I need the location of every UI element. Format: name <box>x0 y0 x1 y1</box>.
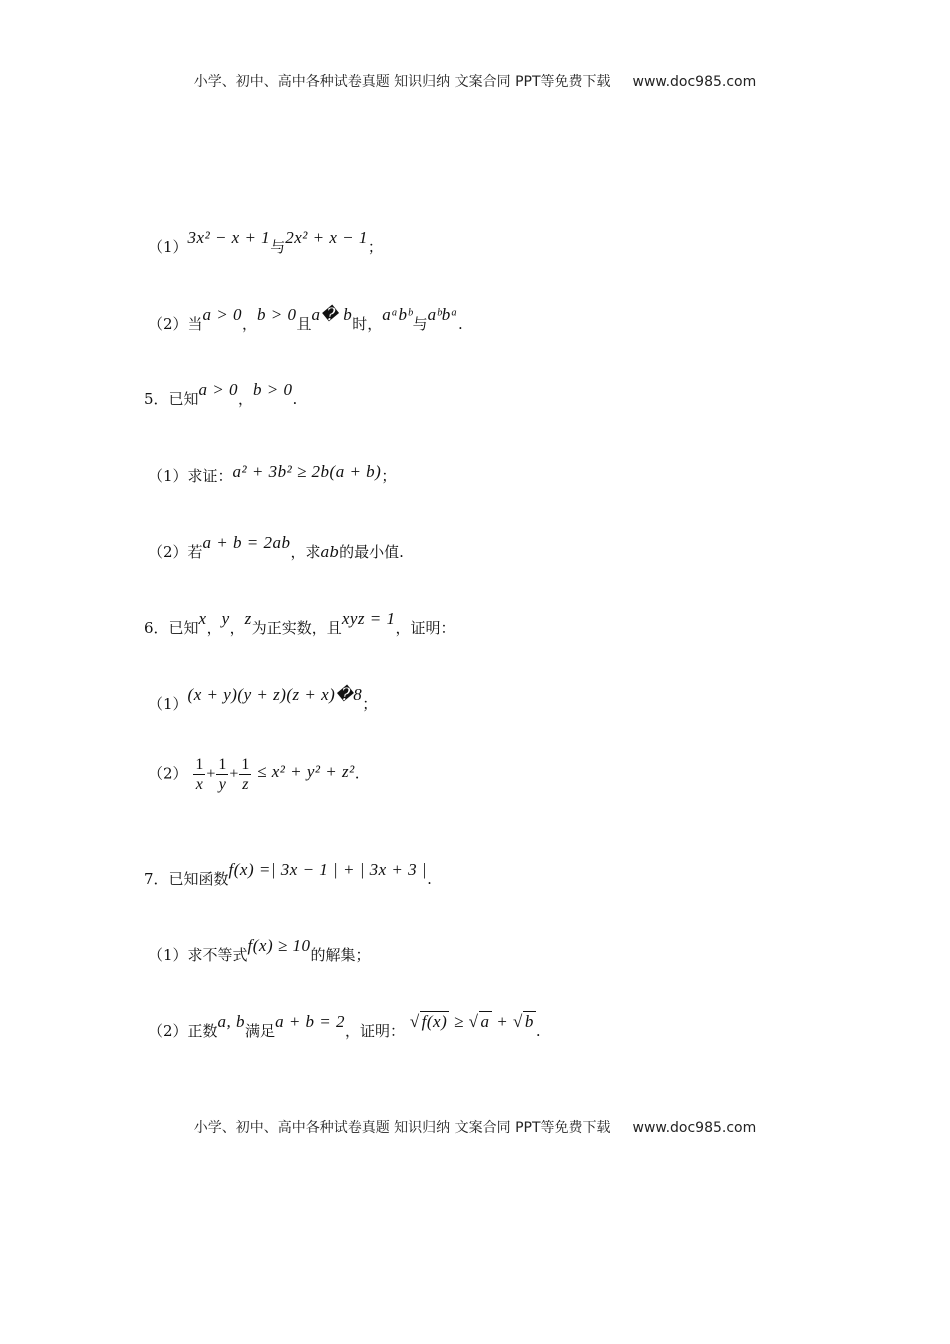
text: . <box>292 390 298 408</box>
radicand: a <box>480 1012 490 1031</box>
math-expression: ≤ x² + y² + z² <box>257 761 355 781</box>
numerator: 1 <box>195 756 204 773</box>
part-label: （2）正数 <box>148 1022 218 1040</box>
question-label: 6．已知 <box>144 619 199 637</box>
denominator: z <box>242 776 249 793</box>
text: 且 <box>296 315 312 333</box>
denominator: x <box>195 776 203 793</box>
math-expression: xyz = 1 <box>341 609 396 628</box>
q5-part1 <box>148 462 397 486</box>
math-variable: x <box>198 609 207 628</box>
q6-part2 <box>148 755 359 794</box>
radicand: f(x) <box>421 1012 448 1031</box>
sqrt-a: √ a <box>468 1012 490 1031</box>
part-label: （1）求证： <box>148 467 233 485</box>
text: ， <box>229 619 245 637</box>
math-expression: b > 0 <box>253 380 293 399</box>
q4-part1 <box>148 228 383 257</box>
math-variable: a, b <box>217 1012 246 1031</box>
q5-part2 <box>148 533 404 562</box>
footer-site-link[interactable]: www.doc985.com <box>632 1120 757 1136</box>
header-text: 小学、初中、高中各种试卷真题 知识归纳 文案合同 PPT等免费下载 <box>193 74 611 90</box>
math-expression: f(x) ≥ 10 <box>247 936 311 955</box>
text: . <box>535 1022 541 1040</box>
math-expression: a + b = 2 <box>275 1012 346 1031</box>
math-symbol: ≥ <box>454 1012 464 1031</box>
q7-part1 <box>148 936 371 965</box>
math-expression: a + b = 2ab <box>202 533 291 552</box>
text: ； <box>362 695 378 713</box>
part-label: （1） <box>148 695 188 713</box>
part-label: （1） <box>148 238 188 256</box>
question-label: 7．已知函数 <box>144 870 229 888</box>
fraction-1-over-x <box>193 755 205 794</box>
text: ， <box>242 315 258 333</box>
text: ，证明： <box>345 1022 406 1040</box>
header-site-link[interactable]: www.doc985.com <box>632 74 757 90</box>
text: ； <box>367 238 383 256</box>
denominator: y <box>218 776 226 793</box>
text: ； <box>381 467 397 485</box>
math-variable: z <box>244 609 252 628</box>
text: ，求 <box>290 543 321 561</box>
question-label: 5．已知 <box>144 390 199 408</box>
text: ， <box>238 390 254 408</box>
fraction-1-over-y <box>216 755 228 794</box>
math-expression: b > 0 <box>257 305 297 324</box>
math-expression: (x + y)(y + z)(z + x)�8 <box>187 685 363 704</box>
page-header <box>0 71 950 91</box>
q5-stem <box>144 380 298 409</box>
math-expression: aᵇbᵃ <box>427 305 458 324</box>
q7-part2 <box>148 1012 541 1041</box>
text: 与 <box>270 238 286 256</box>
footer-text: 小学、初中、高中各种试卷真题 知识归纳 文案合同 PPT等免费下载 <box>193 1120 611 1136</box>
math-expression: aᵃbᵇ <box>382 305 413 324</box>
math-variable: ab <box>320 543 340 561</box>
radicand: b <box>524 1012 534 1031</box>
text: . <box>354 764 360 783</box>
text: . <box>457 315 463 333</box>
math-symbol: + <box>496 1012 509 1031</box>
text: 与 <box>412 315 428 333</box>
math-expression: 2x² + x − 1 <box>285 228 368 247</box>
text: 满足 <box>245 1022 276 1040</box>
math-expression: a > 0 <box>198 380 239 399</box>
math-expression: f(x) =| 3x − 1 | + | 3x + 3 | <box>228 860 428 879</box>
q7-stem <box>144 860 432 889</box>
math-expression: 3x² − x + 1 <box>187 228 271 247</box>
sqrt-b: √ b <box>513 1012 534 1031</box>
text: 为正实数，且 <box>251 619 342 637</box>
text: ，证明： <box>395 619 456 637</box>
text: 的解集； <box>310 946 371 964</box>
math-expression: a� b <box>311 305 353 324</box>
part-label: （1）求不等式 <box>148 946 248 964</box>
text: ， <box>206 619 222 637</box>
math-expression: a > 0 <box>202 305 243 324</box>
fraction-1-over-z <box>239 755 251 794</box>
part-label: （2） <box>148 764 188 783</box>
plus: + <box>229 765 239 783</box>
part-label: （2）当 <box>148 315 203 333</box>
q4-part2 <box>148 305 463 334</box>
math-expression: a² + 3b² ≥ 2b(a + b) <box>232 462 382 481</box>
q6-part1 <box>148 685 378 714</box>
q6-stem <box>144 609 456 638</box>
sqrt-fx: √ f(x) <box>409 1012 448 1031</box>
numerator: 1 <box>241 756 250 773</box>
text: 的最小值. <box>339 543 404 561</box>
page-footer <box>0 1117 950 1137</box>
text: . <box>427 870 432 888</box>
part-label: （2）若 <box>148 543 203 561</box>
numerator: 1 <box>218 756 227 773</box>
text: 时， <box>352 315 383 333</box>
math-variable: y <box>221 609 230 628</box>
plus: + <box>206 765 216 783</box>
